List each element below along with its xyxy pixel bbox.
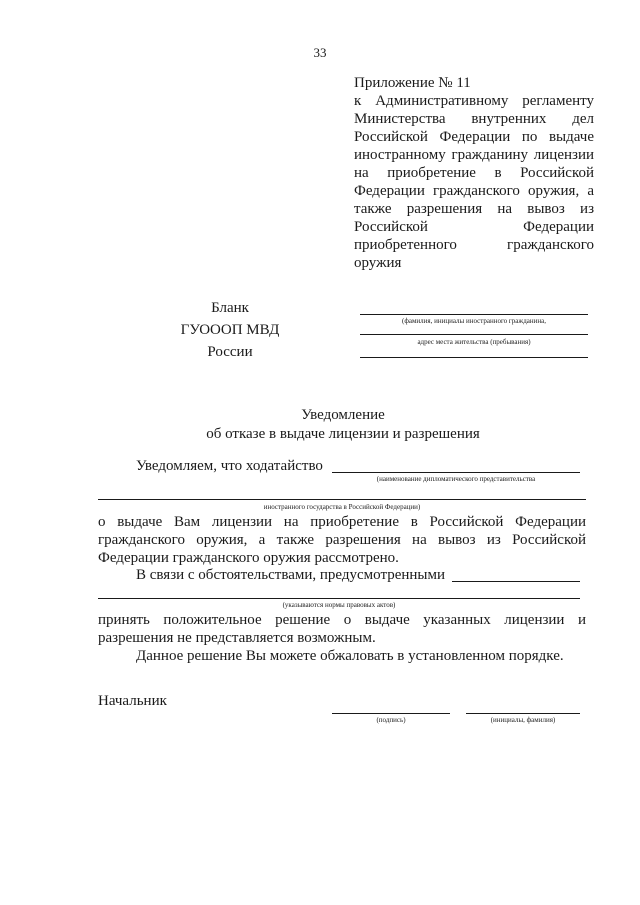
appendix-line: к Административному регламенту bbox=[354, 93, 594, 109]
paragraph-line: принять положительное решение о выдаче указанных лицензии и bbox=[98, 612, 586, 628]
notify-lead: Уведомляем, что ходатайство bbox=[136, 458, 323, 474]
recipient-address-line bbox=[360, 357, 588, 358]
heading-subtitle: об отказе в выдаче лицензии и разрешения bbox=[206, 426, 480, 442]
appendix-line: Российской Федерации bbox=[354, 219, 594, 235]
signature-hint: (подпись) bbox=[376, 716, 406, 724]
letterhead-line: России bbox=[207, 344, 253, 360]
name-hint: (инициалы, фамилия) bbox=[490, 716, 556, 724]
signature-line bbox=[332, 713, 450, 714]
mission-hint: (наименование дипломатического представительства bbox=[376, 475, 536, 483]
appendix-line: оружия bbox=[354, 255, 402, 271]
paragraph-line: Федерации гражданского оружия рассмотрено. bbox=[98, 550, 399, 566]
paragraph-request bbox=[98, 513, 586, 567]
page-number: 33 bbox=[313, 45, 327, 60]
norms-hint: (указываются нормы правовых актов) bbox=[282, 601, 396, 609]
paragraph-line: разрешения не представляется возможным. bbox=[98, 630, 376, 646]
norms-line bbox=[98, 598, 580, 599]
appendix-line: Российской Федерации по выдаче bbox=[354, 129, 594, 145]
appendix-line: иностранному гражданину лицензии bbox=[354, 147, 594, 163]
paragraph-line: о выдаче Вам лицензии на приобретение в Российской Федерации bbox=[98, 514, 586, 530]
mission-line-2 bbox=[98, 499, 586, 500]
appendix-line: приобретенного гражданского bbox=[354, 237, 594, 253]
name-line bbox=[466, 713, 580, 714]
letterhead-line: Бланк bbox=[211, 300, 249, 316]
recipient-address-hint: адрес места жительства (пребывания) bbox=[417, 338, 531, 346]
signature-title: Начальник bbox=[98, 693, 167, 709]
appendix-line: на приобретение в Российской bbox=[354, 165, 594, 181]
recipient-name-line bbox=[360, 314, 588, 315]
appendix-line: Министерства внутренних дел bbox=[354, 111, 594, 127]
circumstances-lead: В связи с обстоятельствами, предусмотренными bbox=[136, 567, 446, 583]
appendix-line: также разрешения на вывоз из bbox=[354, 201, 594, 217]
letterhead-line: ГУОООП МВД bbox=[180, 322, 280, 338]
appendix-title: Приложение № 11 bbox=[354, 75, 471, 91]
paragraph-line: гражданского оружия, а также разрешения на вывоз из Российской bbox=[98, 532, 586, 548]
circumstances-line bbox=[452, 581, 580, 582]
recipient-extra-line bbox=[360, 334, 588, 335]
paragraph-decision bbox=[98, 611, 586, 647]
recipient-name-hint: (фамилия, инициалы иностранного гражданина, bbox=[402, 317, 546, 325]
appeal-text: Данное решение Вы можете обжаловать в установленном порядке. bbox=[136, 648, 564, 664]
appendix-block bbox=[354, 74, 594, 272]
mission-line bbox=[332, 472, 580, 473]
letterhead bbox=[160, 297, 300, 363]
appendix-line: Федерации гражданского оружия, а bbox=[354, 183, 594, 199]
notice-heading bbox=[100, 406, 586, 444]
mission-hint-2: иностранного государства в Российской Федерации) bbox=[263, 503, 421, 511]
heading-title: Уведомление bbox=[301, 407, 385, 423]
